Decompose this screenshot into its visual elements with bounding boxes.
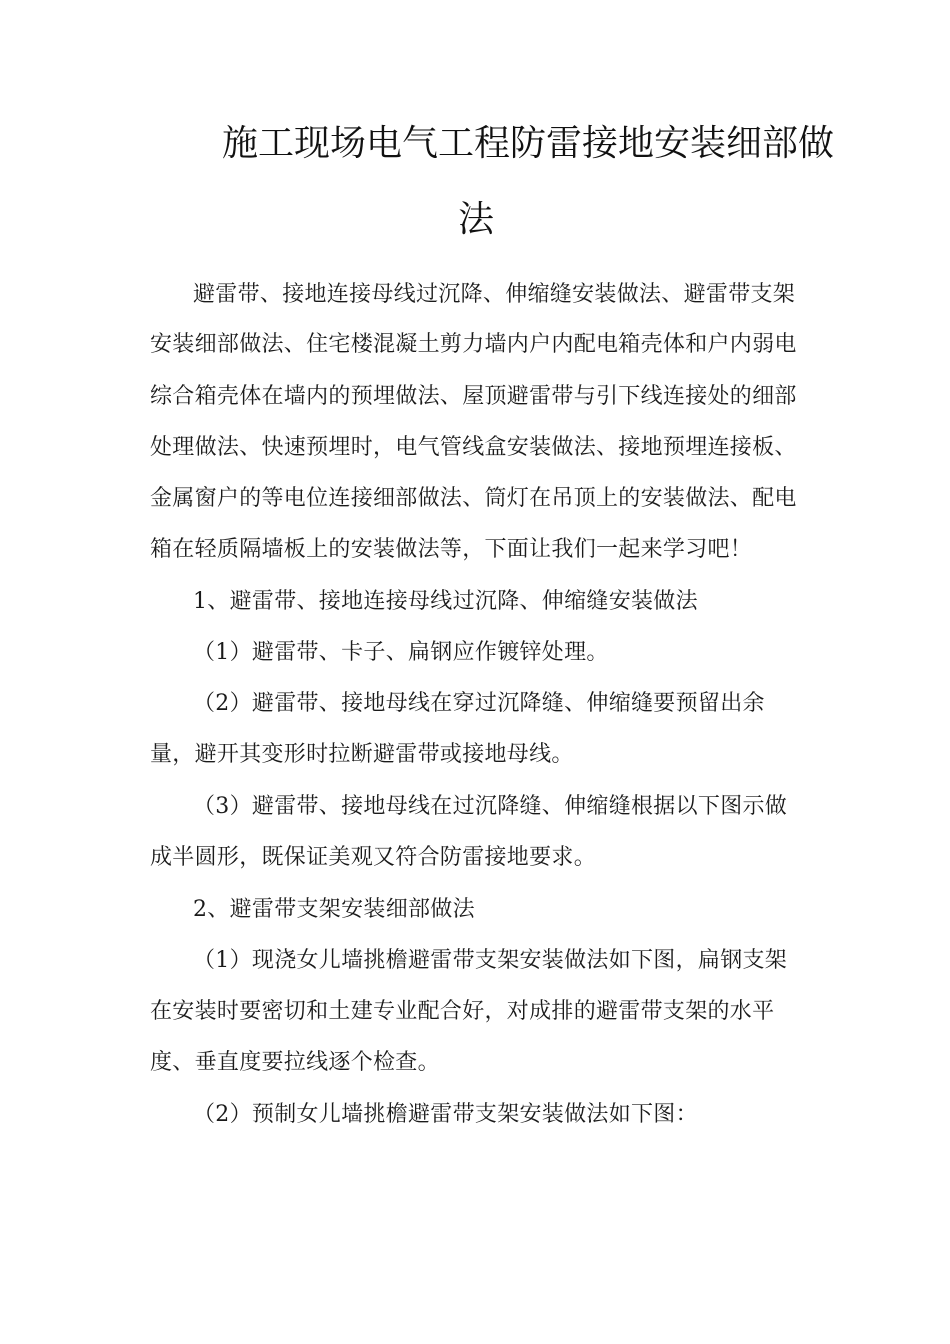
paragraph-line: 度、垂直度要拉线逐个检查。 [150,1050,440,1075]
paragraph-line: 箱在轻质隔墙板上的安装做法等，下面让我们一起来学习吧！ [150,537,753,562]
document-title-line-2: 法 [458,199,495,240]
paragraph-line: 综合箱壳体在墙内的预埋做法、屋顶避雷带与引下线连接处的细部 [150,384,797,409]
paragraph-line: 在安装时要密切和土建专业配合好，对成排的避雷带支架的水平 [150,999,775,1024]
section-heading: 1、避雷带、接地连接母线过沉降、伸缩缝安装做法 [193,589,698,614]
paragraph-line: 量，避开其变形时拉断避雷带或接地母线。 [150,742,574,767]
paragraph-line: 避雷带、接地连接母线过沉降、伸缩缝安装做法、避雷带支架 [193,282,796,307]
section-heading: 2、避雷带支架安装细部做法 [193,897,475,922]
paragraph-line: （1）避雷带、卡子、扁钢应作镀锌处理。 [193,640,609,665]
paragraph-line: 金属窗户的等电位连接细部做法、筒灯在吊顶上的安装做法、配电 [150,486,797,511]
paragraph-line: 处理做法、快速预埋时，电气管线盒安装做法、接地预埋连接板、 [150,435,797,460]
paragraph-line: （1）现浇女儿墙挑檐避雷带支架安装做法如下图，扁钢支架 [193,948,788,973]
paragraph-line: 成半圆形，既保证美观又符合防雷接地要求。 [150,845,597,870]
paragraph-line: 安装细部做法、住宅楼混凝土剪力墙内户内配电箱壳体和户内弱电 [150,332,797,357]
paragraph-line: （2）避雷带、接地母线在穿过沉降缝、伸缩缝要预留出余 [193,691,765,716]
paragraph-line: （2）预制女儿墙挑檐避雷带支架安装做法如下图： [193,1102,698,1127]
document-title-line-1: 施工现场电气工程防雷接地安装细部做 [222,123,835,164]
paragraph-line: （3）避雷带、接地母线在过沉降缝、伸缩缝根据以下图示做 [193,794,788,819]
